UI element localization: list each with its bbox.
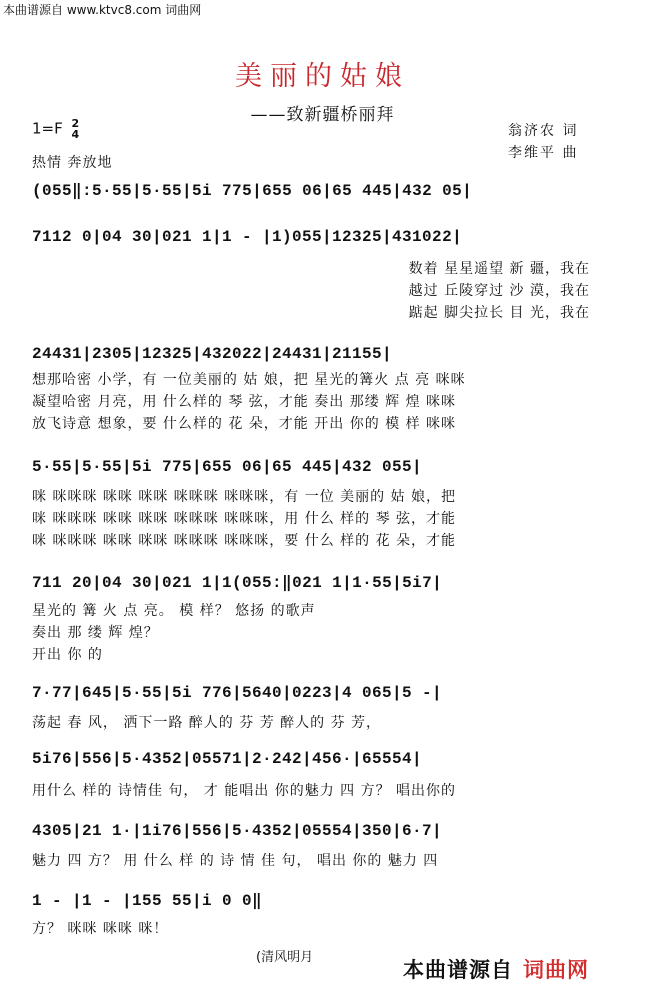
meter-bottom: 4	[71, 128, 80, 141]
lyric-row-4-verse-3: 咪 咪咪咪 咪咪 咪咪 咪咪咪 咪咪咪，要 什么 样的 花 朵，才能	[32, 533, 457, 549]
lyric-row-2-verse-3: 踮起 脚尖拉长 目 光，我在	[408, 305, 590, 321]
lyric-row-9: 方？ 咪咪 咪咪 咪！	[32, 921, 169, 937]
meter-top: 2	[71, 117, 80, 130]
score-row-7: 5i76|556|5·4352|05571|2·242|456·|65554|	[32, 750, 423, 768]
lyric-row-5-verse-2: 奏出 那 缕 辉 煌？	[32, 625, 159, 641]
lyric-row-8: 魅力 四 方？ 用 什么 样 的 诗 情 佳 句， 唱出 你的 魅力 四	[32, 853, 439, 869]
watermark-top: 本曲谱源自 www.ktvc8.com 词曲网	[3, 3, 202, 17]
score-row-9: 1 - |1 - |155 55|i 0 0‖	[32, 892, 263, 910]
lyric-row-6: 荡起 春 风， 洒下一路 醉人的 芬 芳 醉人的 芬 芳，	[32, 715, 382, 731]
lyric-row-7: 用什么 样的 诗情佳 句， 才 能唱出 你的魅力 四 方？ 唱出你的	[32, 783, 457, 799]
lyricist-credit: 翁济农 词	[508, 123, 579, 139]
lyric-row-2-verse-2: 越过 丘陵穿过 沙 漠，我在	[408, 283, 590, 299]
score-row-1: (055‖:5·55|5·55|5i 775|655 06|65 445|432 05|	[32, 182, 473, 200]
score-row-2: 7112 0|04 30|021 1|1 - |1)055|12325|431022|	[32, 228, 463, 246]
lyric-row-4-verse-2: 咪 咪咪咪 咪咪 咪咪 咪咪咪 咪咪咪，用 什么 样的 琴 弦，才能	[32, 511, 457, 527]
time-signature	[72, 118, 80, 140]
tempo-marking: 热情 奔放地	[32, 155, 113, 171]
key-signature	[32, 118, 79, 140]
score-row-3: 24431|2305|12325|432022|24431|21155|	[32, 345, 393, 363]
score-row-8: 4305|21 1·|1i76|556|5·4352|05554|350|6·7|	[32, 822, 443, 840]
score-row-4: 5·55|5·55|5i 775|655 06|65 445|432 055|	[32, 458, 423, 476]
lyric-row-3-verse-2: 凝望哈密 月亮，用 什么样的 琴 弦，才能 奏出 那缕 辉 煌 咪咪	[32, 394, 457, 410]
score-row-5: 711 20|04 30|021 1|1(055:‖021 1|1·55|5i7|	[32, 574, 443, 592]
lyric-row-5-verse-3: 开出 你 的	[32, 647, 103, 663]
song-subtitle: ——致新疆桥丽拜	[250, 105, 395, 125]
watermark-bottom-left: 本曲谱源自	[403, 958, 513, 982]
lyric-row-4-verse-1: 咪 咪咪咪 咪咪 咪咪 咪咪咪 咪咪咪，有 一位 美丽的 姑 娘，把	[32, 489, 457, 505]
watermark-bottom-right: 词曲网	[523, 958, 589, 982]
lyric-row-3-verse-1: 想那哈密 小学，有 一位美丽的 姑 娘，把 星光的篝火 点 亮 咪咪	[32, 372, 466, 388]
lyric-row-5-verse-1: 星光的 篝 火 点 亮。 模 样？ 悠扬 的歌声	[32, 603, 316, 619]
watermark-bottom	[403, 954, 589, 984]
composer-credit: 李维平 曲	[508, 145, 579, 161]
lyric-row-2-verse-1: 数着 星星遥望 新 疆，我在	[408, 261, 590, 277]
footer-credit: (清风明月	[256, 950, 314, 965]
key-label: 1=F	[32, 119, 63, 138]
score-row-6: 7·77|645|5·55|5i 776|5640|0223|4 065|5 -|	[32, 684, 443, 702]
song-title: 美丽的姑娘	[235, 61, 410, 92]
lyric-row-3-verse-3: 放飞诗意 想象，要 什么样的 花 朵，才能 开出 你的 模 样 咪咪	[32, 416, 457, 432]
